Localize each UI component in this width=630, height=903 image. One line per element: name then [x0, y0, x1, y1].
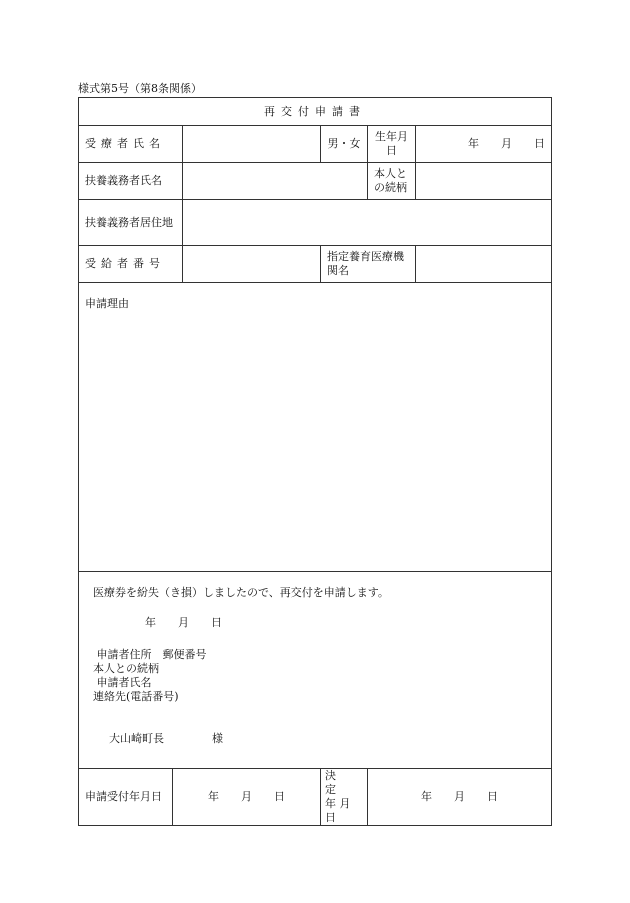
form-title: 再交付申請書	[79, 98, 552, 126]
declaration-statement: 医療券を紛失（き損）しましたので、再交付を申請します。	[93, 586, 389, 599]
relation-label: 本人との続柄	[368, 163, 416, 200]
institution-field[interactable]	[416, 246, 552, 283]
decision-date-label	[321, 769, 368, 826]
guardian-name-field[interactable]	[183, 163, 368, 200]
addressee-honorific: 様	[212, 732, 223, 745]
birth-date-field[interactable]: 年 月 日	[416, 126, 552, 163]
reason-label: 申請理由	[85, 297, 129, 310]
applicant-name-label: 申請者氏名	[93, 676, 152, 689]
birth-date-label: 生年月日	[368, 126, 416, 163]
guardian-address-label: 扶養義務者居住地	[79, 200, 183, 246]
relation-field[interactable]	[416, 163, 552, 200]
applicant-address-label: 申請者住所 郵便番号	[93, 648, 207, 661]
recipient-number-field[interactable]	[183, 246, 321, 283]
declaration-section	[79, 572, 552, 769]
reason-field[interactable]	[79, 283, 552, 572]
decision-date-field[interactable]: 年 月 日	[368, 769, 552, 826]
reissue-application-form	[78, 97, 552, 826]
received-date-field[interactable]: 年 月 日	[173, 769, 321, 826]
patient-name-field[interactable]	[183, 126, 321, 163]
patient-name-label: 受療者氏名	[79, 126, 183, 163]
applicant-relation-label: 本人との続柄	[93, 662, 159, 675]
gender-select[interactable]: 男・女	[321, 126, 368, 163]
received-date-label: 申請受付年月日	[79, 769, 173, 826]
guardian-name-label: 扶養義務者氏名	[79, 163, 183, 200]
decision-label-line2: 年 月 日	[325, 797, 351, 824]
contact-phone-label: 連絡先(電話番号)	[93, 690, 179, 703]
guardian-address-field[interactable]	[183, 200, 552, 246]
addressee: 大山崎町長	[109, 732, 164, 745]
decision-label-line1: 決 定	[325, 769, 358, 796]
form-number-caption: 様式第5号（第8条関係）	[78, 82, 202, 95]
institution-label: 指定養育医療機関名	[321, 246, 416, 283]
recipient-number-label: 受給者番号	[79, 246, 183, 283]
application-date[interactable]: 年 月 日	[145, 616, 222, 629]
